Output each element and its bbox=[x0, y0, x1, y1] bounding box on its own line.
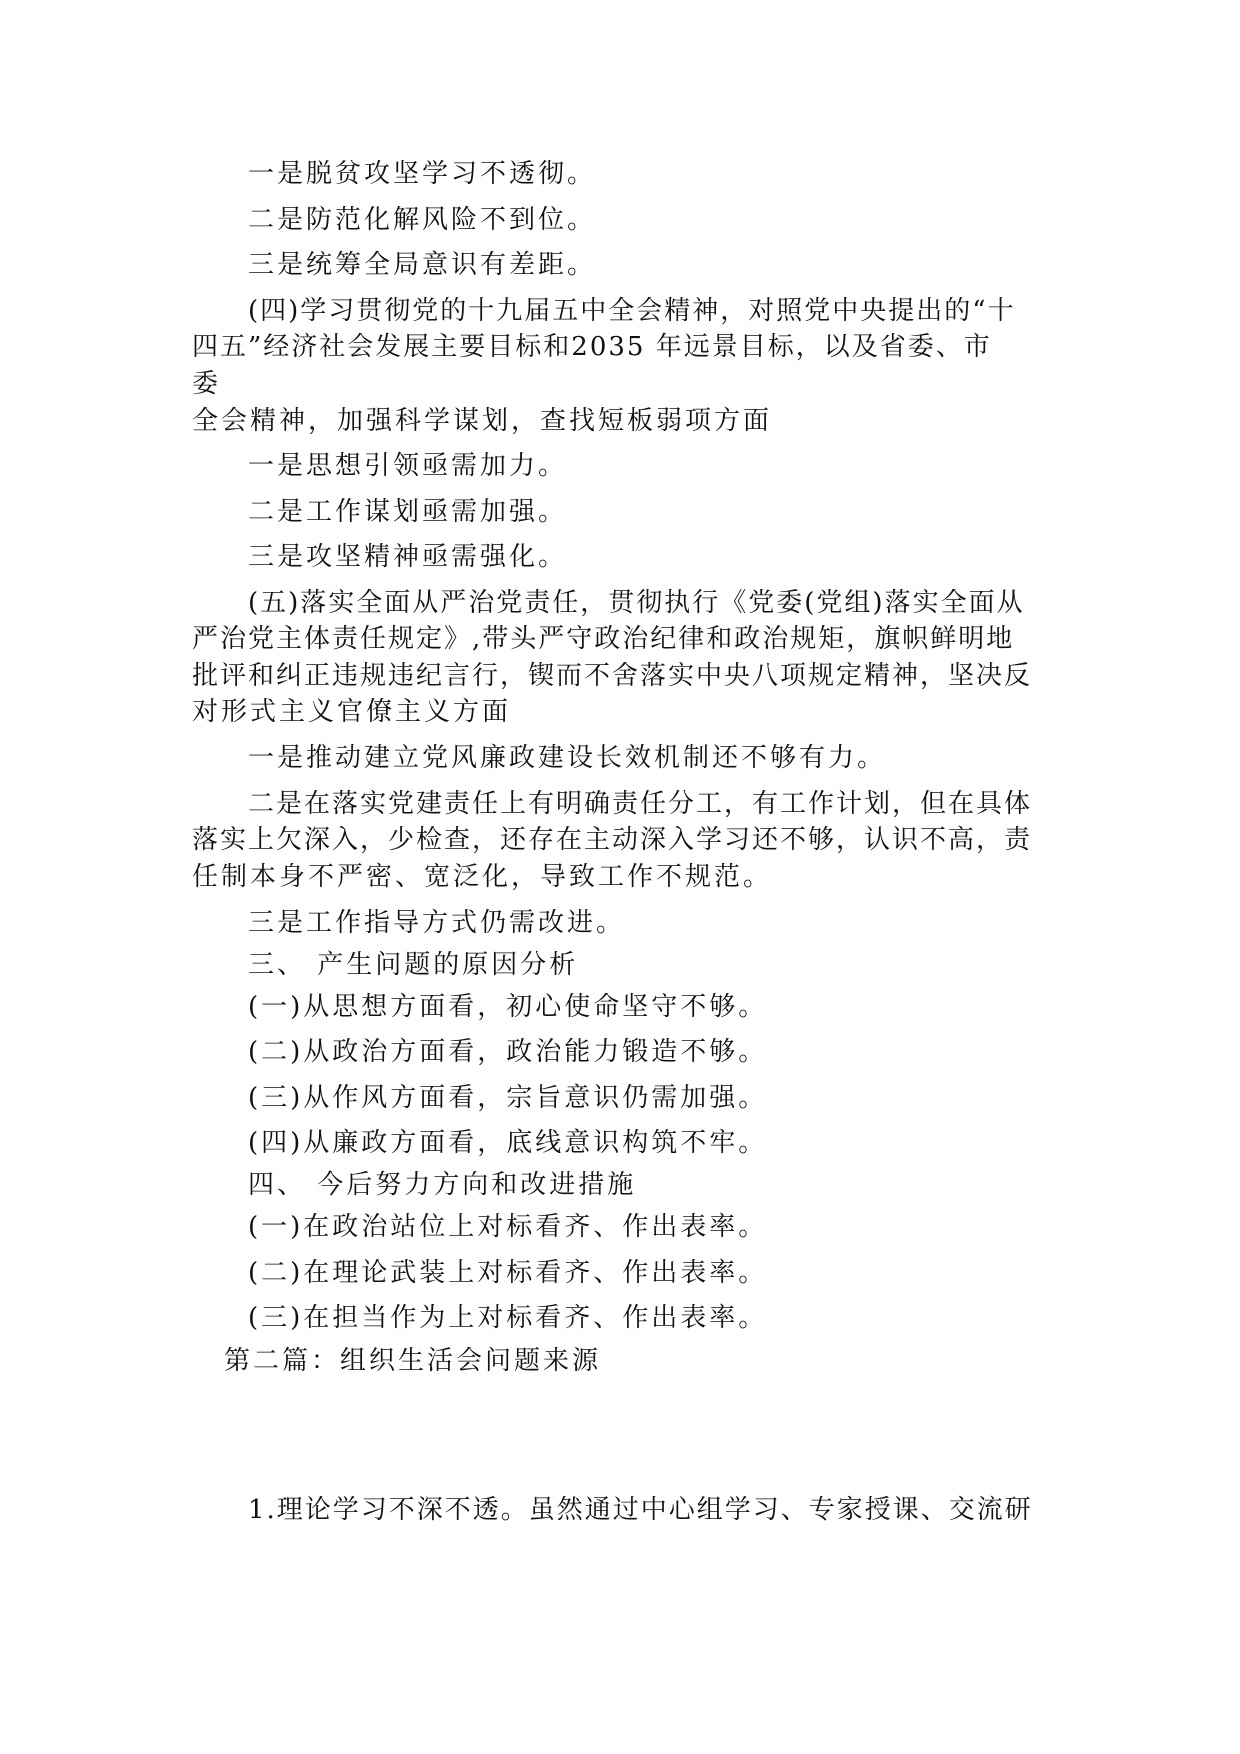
text-line: 对形式主义官僚主义方面 bbox=[192, 697, 512, 727]
text-line: 任制本身不严密、宽泛化，导致工作不规范。 bbox=[192, 862, 773, 892]
text-line: 二是工作谋划亟需加强。 bbox=[248, 497, 568, 527]
text-line: 二是在落实党建责任上有明确责任分工，有工作计划，但在具体 bbox=[248, 789, 1033, 819]
text-line: 二是防范化解风险不到位。 bbox=[248, 205, 597, 235]
text-line: (二)从政治方面看，政治能力锻造不够。 bbox=[248, 1037, 768, 1067]
text-line: 三是攻坚精神亟需强化。 bbox=[248, 542, 568, 572]
text-line: 一是脱贫攻坚学习不透彻。 bbox=[248, 159, 597, 189]
text-line: 一是思想引领亟需加力。 bbox=[248, 451, 568, 481]
text-line: (五)落实全面从严治党责任，贯彻执行《党委(党组)落实全面从 bbox=[248, 588, 1025, 618]
text-line: (三)从作风方面看，宗旨意识仍需加强。 bbox=[248, 1083, 768, 1113]
text-line: 一是推动建立党风廉政建设长效机制还不够有力。 bbox=[248, 743, 887, 773]
text-line: 严治党主体责任规定》,带头严守政治纪律和政治规矩，旗帜鲜明地 bbox=[192, 624, 1015, 654]
text-line: 落实上欠深入，少检查，还存在主动深入学习还不够，认识不高，责 bbox=[192, 825, 1033, 855]
text-line: 批评和纠正违规违纪言行，锲而不舍落实中央八项规定精神，坚决反 bbox=[192, 661, 1033, 691]
text-line: 三是统筹全局意识有差距。 bbox=[248, 250, 597, 280]
text-line: (四)从廉政方面看，底线意识构筑不牢。 bbox=[248, 1128, 768, 1158]
text-line: (四)学习贯彻党的十九届五中全会精神，对照党中央提出的“十 bbox=[248, 296, 1016, 326]
text-line: 1.理论学习不深不透。虽然通过中心组学习、专家授课、交流研 bbox=[248, 1495, 1033, 1525]
text-line: 全会精神，加强科学谋划，查找短板弱项方面 bbox=[192, 406, 773, 436]
text-line: (一)从思想方面看，初心使命坚守不够。 bbox=[248, 992, 768, 1022]
text-line: (三)在担当作为上对标看齐、作出表率。 bbox=[248, 1303, 768, 1333]
section-heading: 四、 今后努力方向和改进措施 bbox=[248, 1170, 637, 1200]
section-heading: 三、 产生问题的原因分析 bbox=[248, 950, 579, 980]
text-line: (一)在政治站位上对标看齐、作出表率。 bbox=[248, 1212, 768, 1242]
text-line: 委 bbox=[192, 369, 222, 399]
chapter-title: 第二篇：组织生活会问题来源 bbox=[224, 1346, 602, 1376]
text-line: 四五”经济社会发展主要目标和2035 年远景目标，以及省委、市 bbox=[192, 332, 992, 362]
text-line: (二)在理论武装上对标看齐、作出表率。 bbox=[248, 1258, 768, 1288]
text-line: 三是工作指导方式仍需改进。 bbox=[248, 908, 626, 938]
